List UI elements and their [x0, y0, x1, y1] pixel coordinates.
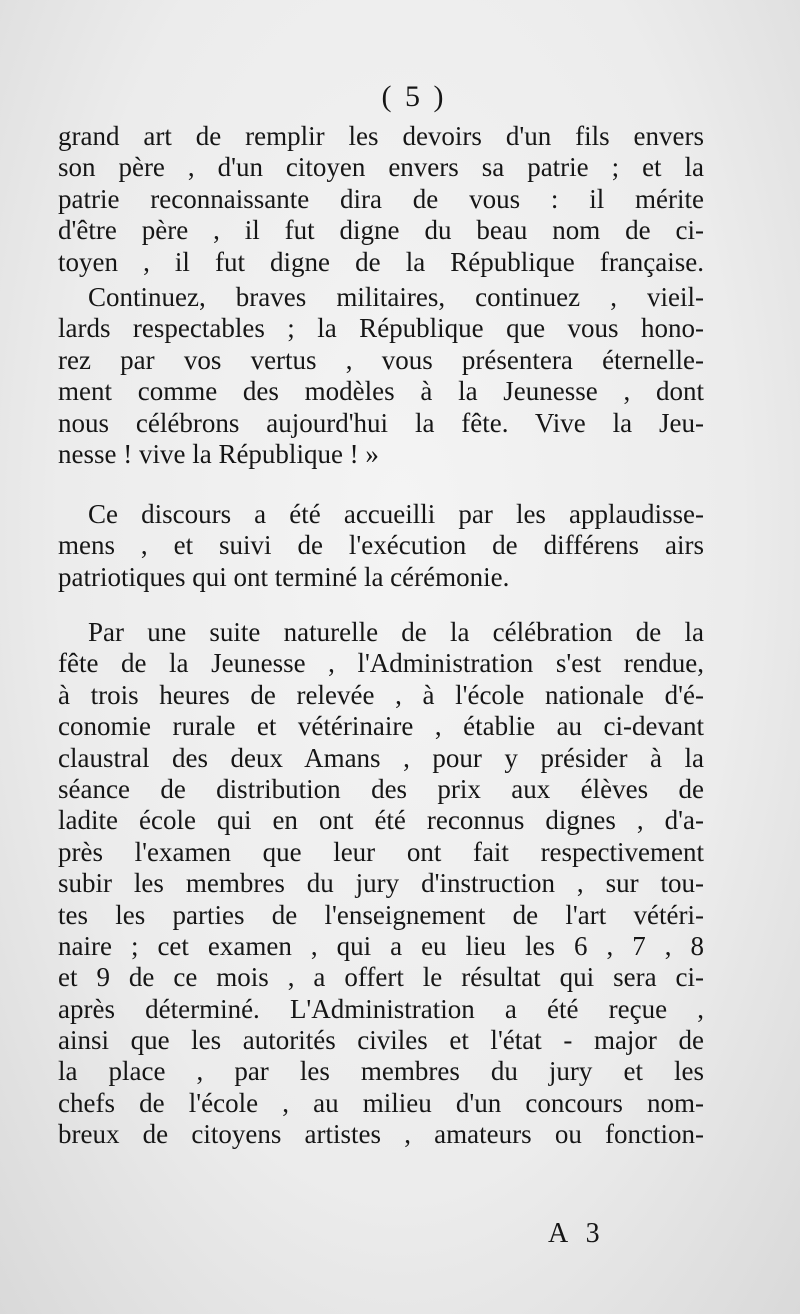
text-line: près l'examen que leur ont fait respectivement: [58, 836, 704, 867]
text-line: naire ; cet examen , qui a eu lieu les 6 , 7 , 8: [58, 930, 704, 961]
text-line: Continuez, braves militaires, continuez , vieil-: [88, 282, 704, 312]
paragraph-4: [58, 617, 704, 1151]
text-line: mens , et suivi de l'exécution de différens airs: [58, 530, 704, 561]
text-line: la place , par les membres du jury et les: [58, 1056, 704, 1087]
text-line: claustral des deux Amans , pour y présider à la: [58, 742, 704, 773]
text-line: ladite école qui en ont été reconnus dignes , d'a-: [58, 805, 704, 836]
text-line: à trois heures de relevée , à l'école nationale d'é-: [58, 679, 704, 710]
text-line: après déterminé. L'Administration a été reçue ,: [58, 993, 704, 1024]
text-line: patriotiques qui ont terminé la cérémonie.: [58, 561, 510, 592]
page-number: ( 5 ): [381, 80, 447, 113]
text-line: conomie rurale et vétérinaire , établie au ci-devant: [58, 711, 704, 742]
paragraph-1: [58, 121, 704, 278]
text-line: séance de distribution des prix aux élèves de: [58, 773, 704, 804]
text-line: ainsi que les autorités civiles et l'état - major de: [58, 1025, 704, 1056]
text-line: son père , d'un citoyen envers sa patrie ; et la: [58, 152, 704, 183]
text-line: nesse ! vive la République ! »: [58, 438, 379, 469]
paragraph-3: [58, 499, 704, 593]
text-line: patrie reconnaissante dira de vous : il mérite: [58, 183, 704, 214]
paragraph-2: [58, 282, 704, 470]
text-line: chefs de l'école , au milieu d'un concours nom-: [58, 1087, 704, 1118]
text-line: grand art de remplir les devoirs d'un fils envers: [58, 121, 704, 151]
text-line: fête de la Jeunesse , l'Administration s'est rendue,: [58, 648, 704, 679]
text-line: ment comme des modèles à la Jeunesse , dont: [58, 376, 704, 407]
text-line: Ce discours a été accueilli par les applaudisse-: [88, 499, 704, 529]
text-line: nous célébrons aujourd'hui la fête. Vive la Jeu-: [58, 407, 704, 438]
text-line: toyen , il fut digne de la République française.: [58, 246, 704, 277]
text-line: et 9 de ce mois , a offert le résultat qui sera ci-: [58, 962, 704, 993]
signature-mark: A 3: [548, 1218, 606, 1249]
text-line: rez par vos vertus , vous présentera éternelle-: [58, 344, 704, 375]
text-line: d'être père , il fut digne du beau nom de ci-: [58, 215, 704, 246]
text-line: tes les parties de l'enseignement de l'art vétéri-: [58, 899, 704, 930]
text-line: lards respectables ; la République que vous hono-: [58, 313, 704, 344]
text-line: subir les membres du jury d'instruction , sur tou-: [58, 868, 704, 899]
text-line: breux de citoyens artistes , amateurs ou fonction-: [58, 1119, 704, 1150]
text-line: Par une suite naturelle de la célébration de la: [88, 617, 704, 647]
